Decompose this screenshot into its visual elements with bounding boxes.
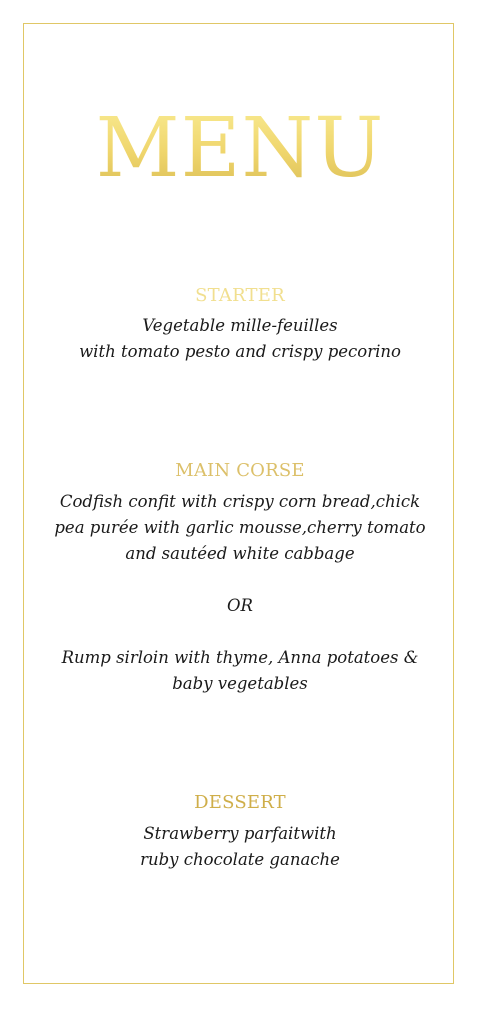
- dessert-heading: DESSERT: [194, 792, 286, 813]
- starter-description: [40, 313, 440, 365]
- main-option-1-line-2: pea purée with garlic mousse,cherry tomato: [54, 518, 426, 537]
- main-option-2-line-1: Rump sirloin with thyme, Anna potatoes &: [61, 648, 419, 667]
- main-option-2-line-2: baby vegetables: [172, 674, 308, 693]
- main-option-1-line-1: Codfish confit with crispy corn bread,chick: [59, 492, 421, 511]
- main-option-1-line-3: and sautéed white cabbage: [125, 544, 355, 563]
- main-course-option-2: [40, 645, 440, 697]
- main-course-separator: [40, 593, 440, 619]
- starter-line-2: with tomato pesto and crispy pecorino: [79, 342, 401, 361]
- starter-heading: STARTER: [195, 285, 285, 306]
- or-separator: OR: [227, 596, 253, 615]
- menu-title: MENU: [0, 108, 480, 190]
- main-course-option-1: [40, 489, 440, 567]
- starter-line-1: Vegetable mille-feuilles: [142, 316, 338, 335]
- dessert-line-1: Strawberry parfaitwith: [143, 824, 337, 843]
- dessert-line-2: ruby chocolate ganache: [140, 850, 340, 869]
- main-course-heading: MAIN CORSE: [175, 460, 305, 481]
- dessert-description: [40, 821, 440, 873]
